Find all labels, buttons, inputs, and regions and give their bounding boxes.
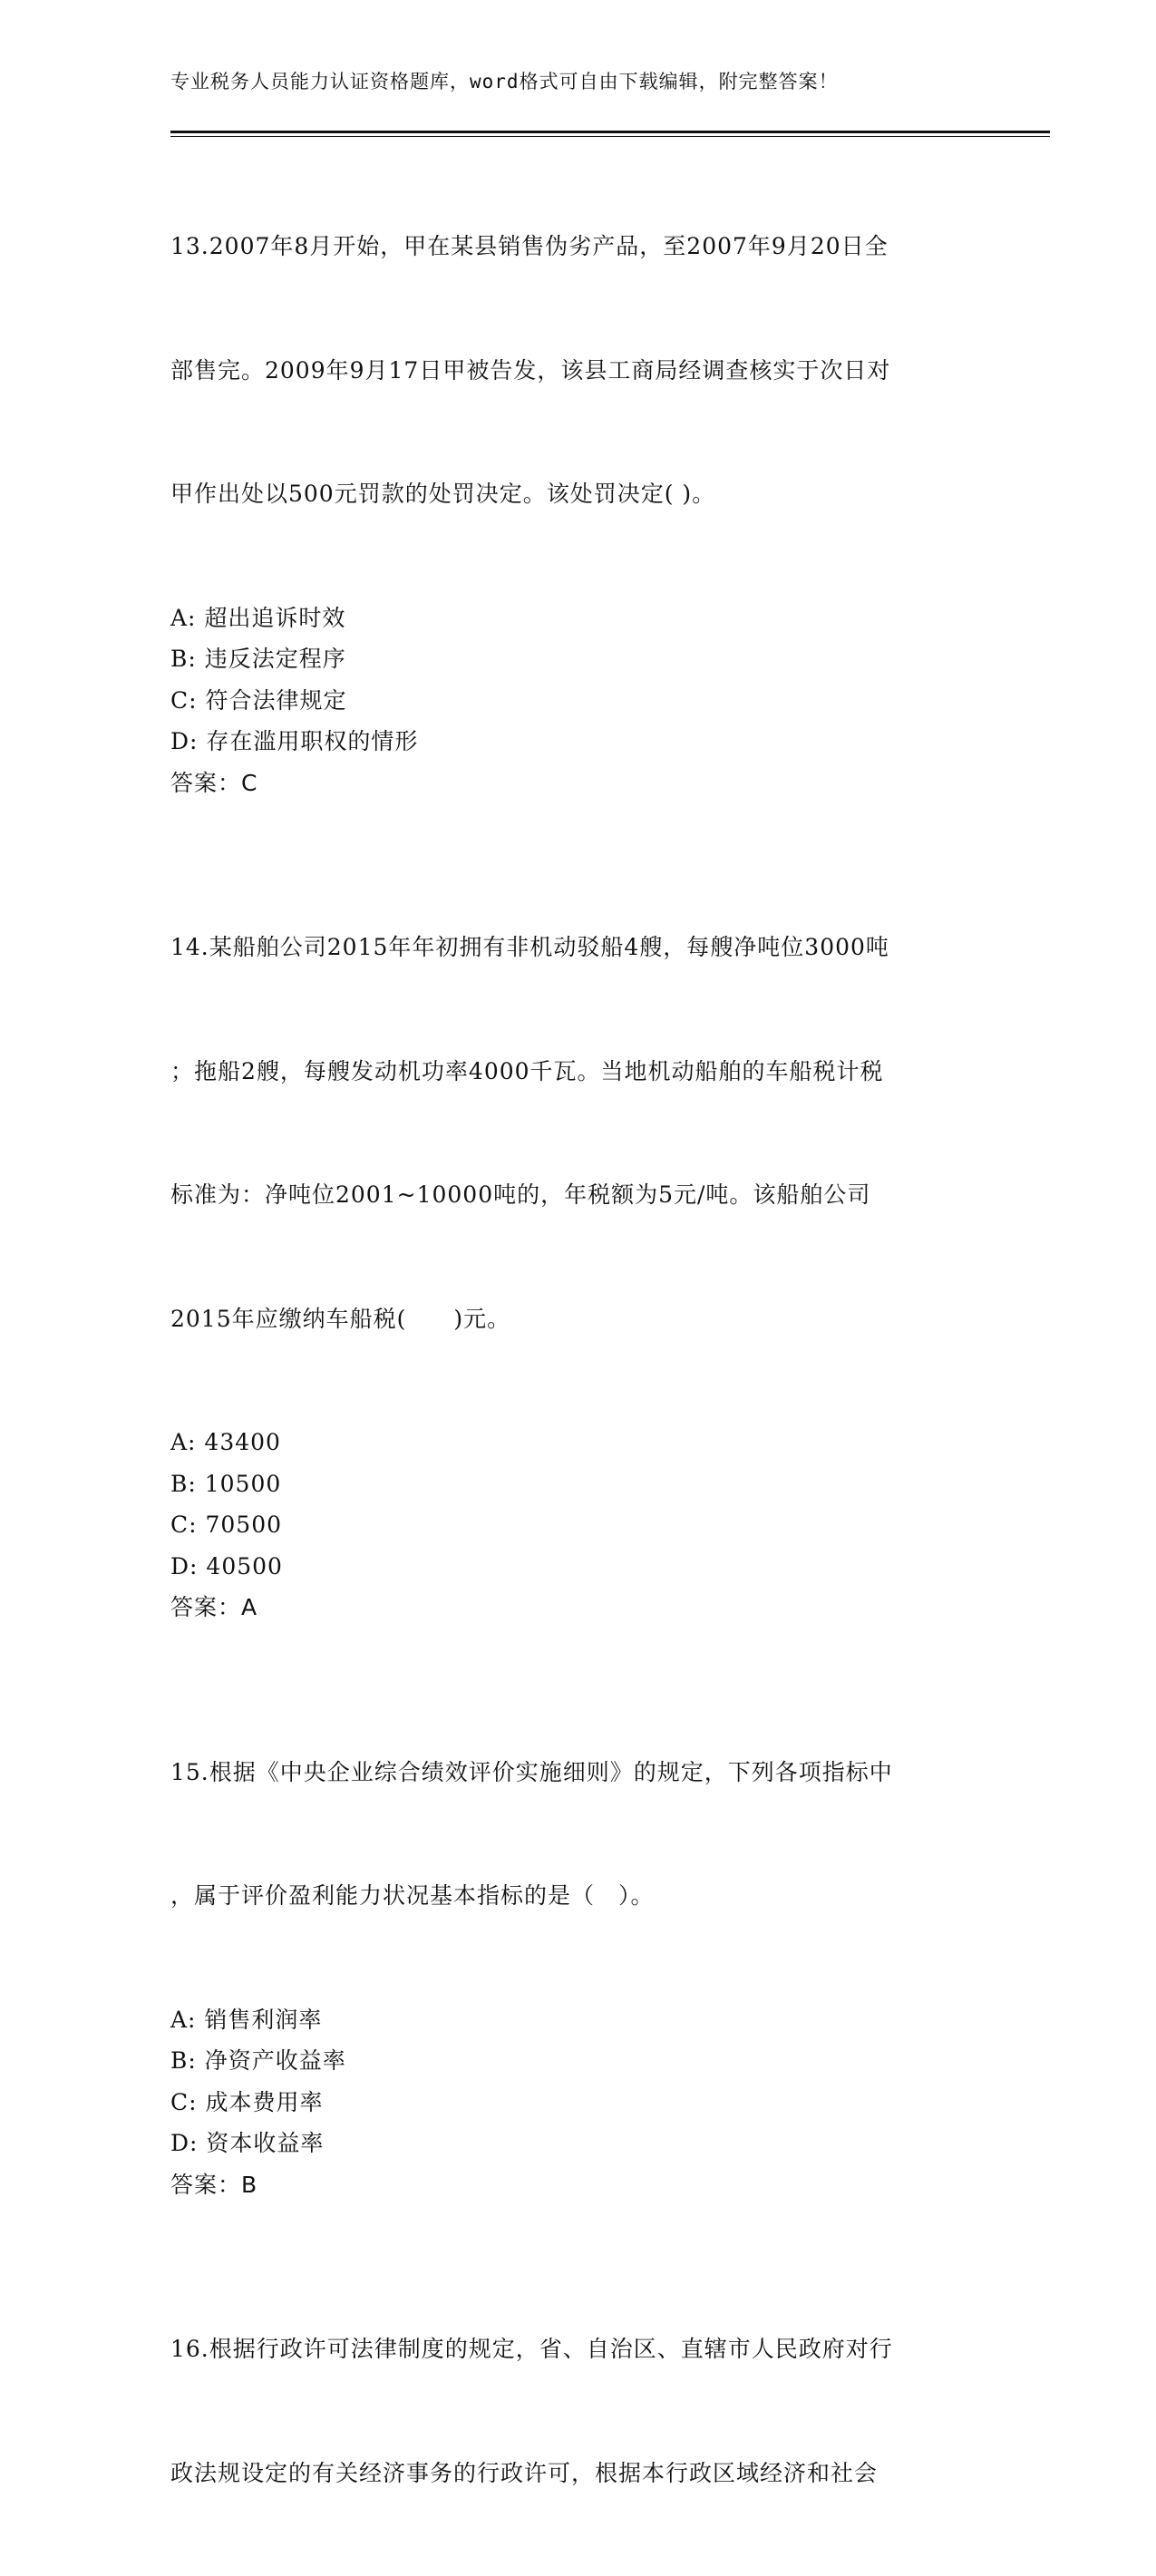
question-stem bbox=[170, 2246, 986, 2576]
question-stem bbox=[170, 844, 986, 1422]
header-divider-thick bbox=[170, 131, 1050, 133]
option-a: A: 43400 bbox=[170, 1429, 281, 1455]
option-c: C: 成本费用率 bbox=[170, 2088, 324, 2115]
option-d: D: 存在滥用职权的情形 bbox=[170, 728, 419, 754]
stem-line: ，属于评价盈利能力状况基本指标的是（ ）。 bbox=[170, 1882, 655, 1909]
answer-line: 答案：B bbox=[170, 2171, 258, 2198]
option-d: D: 资本收益率 bbox=[170, 2130, 325, 2156]
question-stem bbox=[170, 1669, 986, 1999]
stem-line: 13.2007年8月开始，甲在某县销售伪劣产品，至2007年9月20日全 bbox=[170, 233, 889, 259]
option-list bbox=[170, 1422, 986, 1587]
option-d: D: 40500 bbox=[170, 1552, 283, 1580]
answer-line: 答案：A bbox=[170, 1594, 258, 1620]
header-divider-thin bbox=[170, 136, 1050, 137]
question-14 bbox=[170, 844, 986, 1628]
stem-line: 16.根据行政许可法律制度的规定，省、自治区、直辖市人民政府对行 bbox=[170, 2336, 893, 2362]
option-list bbox=[170, 1999, 986, 2164]
question-16 bbox=[170, 2246, 986, 2576]
stem-line: 2015年应缴纳车船税( )元。 bbox=[170, 1305, 511, 1332]
option-c: C: 70500 bbox=[170, 1512, 283, 1538]
stem-line: 标准为：净吨位2001~10000吨的，年税额为5元/吨。该船舶公司 bbox=[170, 1181, 871, 1208]
stem-line: 14.某船舶公司2015年年初拥有非机动驳船4艘，每艘净吨位3000吨 bbox=[170, 934, 889, 960]
question-15 bbox=[170, 1669, 986, 2206]
stem-line: ；拖船2艘，每艘发动机功率4000千瓦。当地机动船舶的车船税计税 bbox=[170, 1057, 884, 1084]
question-13 bbox=[170, 143, 986, 803]
question-list bbox=[170, 143, 986, 2576]
stem-line: 政法规设定的有关经济事务的行政许可，根据本行政区域经济和社会 bbox=[170, 2459, 879, 2486]
stem-line: 甲作出处以500元罚款的处罚决定。该处罚决定( )。 bbox=[170, 481, 716, 507]
option-list bbox=[170, 598, 986, 763]
option-b: B: 违反法定程序 bbox=[170, 646, 346, 672]
option-b: B: 10500 bbox=[170, 1470, 282, 1497]
option-a: A: 销售利润率 bbox=[170, 2006, 323, 2033]
option-c: C: 符合法律规定 bbox=[170, 686, 347, 714]
answer-line: 答案：C bbox=[170, 769, 258, 796]
stem-line: 部售完。2009年9月17日甲被告发，该县工商局经调查核实于次日对 bbox=[170, 356, 891, 384]
page-header: 专业税务人员能力认证资格题库，word格式可自由下载编辑，附完整答案！ bbox=[170, 71, 839, 92]
question-stem bbox=[170, 143, 986, 598]
option-a: A: 超出追诉时效 bbox=[170, 604, 346, 631]
stem-line: 15.根据《中央企业综合绩效评价实施细则》的规定，下列各项指标中 bbox=[170, 1758, 893, 1785]
option-b: B: 净资产收益率 bbox=[170, 2047, 346, 2074]
